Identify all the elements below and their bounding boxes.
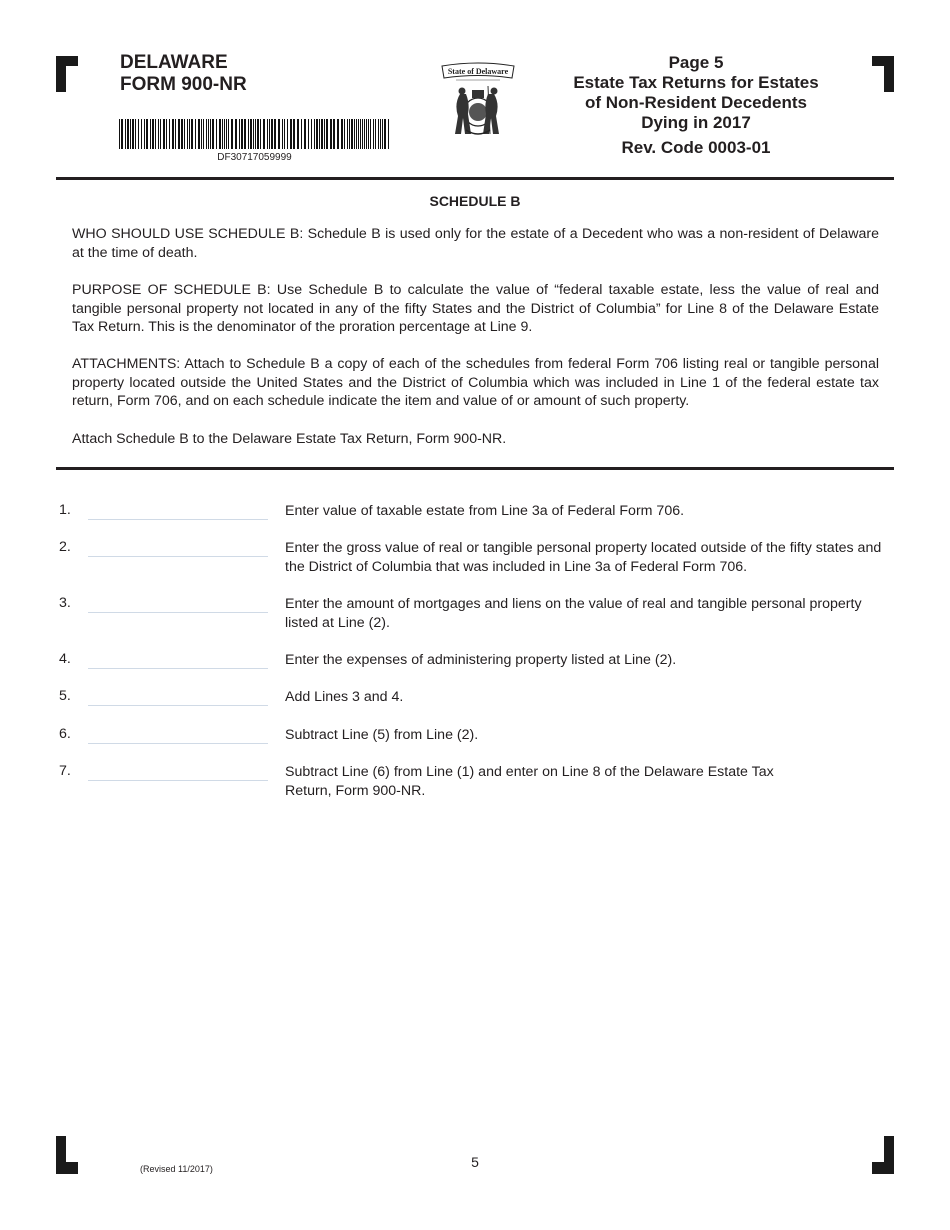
barcode-bar bbox=[274, 119, 276, 149]
barcode-bar bbox=[255, 119, 256, 149]
barcode-bar bbox=[181, 119, 183, 149]
line-number: 3. bbox=[59, 595, 71, 611]
barcode-bar bbox=[132, 119, 134, 149]
state-seal-icon bbox=[436, 58, 520, 140]
barcode-bar bbox=[172, 119, 174, 149]
barcode-bar bbox=[368, 119, 369, 149]
barcode-bar bbox=[347, 119, 348, 149]
barcode-bar bbox=[152, 119, 154, 149]
barcode-bar bbox=[314, 119, 315, 149]
barcode-bar bbox=[198, 119, 200, 149]
barcode-bar bbox=[284, 119, 285, 149]
form-identifier bbox=[120, 52, 247, 96]
barcode-bar bbox=[163, 119, 165, 149]
instructions-divider bbox=[56, 467, 894, 470]
barcode-bar bbox=[304, 119, 306, 149]
barcode-bar bbox=[239, 119, 240, 149]
barcode-bar bbox=[301, 119, 302, 149]
barcode-bar bbox=[319, 119, 320, 149]
line-description: Enter the expenses of administering property listed at Line (2). bbox=[285, 652, 677, 668]
barcode-bar bbox=[354, 119, 355, 149]
barcode-bar bbox=[150, 119, 151, 149]
barcode-bar bbox=[158, 119, 159, 149]
barcode-bar bbox=[121, 119, 123, 149]
barcode-bar bbox=[263, 119, 265, 149]
who-should-use-paragraph: WHO SHOULD USE SCHEDULE B: Schedule B is used only for the estate of a Decedent who was a non-resident of Delaware at the time of death. bbox=[72, 226, 879, 261]
line-description: Add Lines 3 and 4. bbox=[285, 689, 404, 705]
barcode-bar bbox=[184, 119, 185, 149]
barcode-bar bbox=[321, 119, 323, 149]
form-title-line-2: of Non-Resident Decedents bbox=[585, 93, 807, 112]
barcode-bar bbox=[362, 119, 363, 149]
barcode-bar bbox=[293, 119, 295, 149]
barcode-bar bbox=[311, 119, 312, 149]
barcode-bar bbox=[141, 119, 142, 149]
barcode-bar bbox=[244, 119, 246, 149]
barcode-bar bbox=[260, 119, 261, 149]
barcode-bar bbox=[297, 119, 299, 149]
barcode-bar bbox=[187, 119, 188, 149]
header-divider bbox=[56, 177, 894, 180]
barcode-bar bbox=[344, 119, 345, 149]
barcode-bar bbox=[208, 119, 209, 149]
barcode-bar bbox=[326, 119, 328, 149]
line-number: 7. bbox=[59, 763, 71, 779]
line-7-amount-field[interactable] bbox=[88, 780, 268, 781]
barcode-bar bbox=[378, 119, 379, 149]
barcode-bar bbox=[216, 119, 217, 149]
barcode-bar bbox=[330, 119, 332, 149]
barcode-bar bbox=[364, 119, 365, 149]
barcode-bar bbox=[231, 119, 233, 149]
barcode-bar bbox=[241, 119, 243, 149]
barcode-bar bbox=[349, 119, 350, 149]
rev-code: Rev. Code 0003-01 bbox=[621, 138, 771, 157]
barcode-bar bbox=[341, 119, 343, 149]
barcode-bar bbox=[384, 119, 386, 149]
form-title-line-1: Estate Tax Returns for Estates bbox=[573, 73, 819, 92]
barcode-bar bbox=[351, 119, 353, 149]
line-description: Enter the amount of mortgages and liens on the value of real and tangible personal property listed at Line (2). bbox=[285, 596, 862, 631]
line-description: Subtract Line (5) from Line (2). bbox=[285, 727, 479, 743]
barcode-bar bbox=[324, 119, 325, 149]
line-5-amount-field[interactable] bbox=[88, 705, 268, 706]
purpose-paragraph: PURPOSE OF SCHEDULE B: Use Schedule B to calculate the value of “federal taxable estate, less the value of real and tangible personal property not located in any of the fifty States and the District of Columbia” for Line 8 of the Delaware Estate Tax Return. This is the denominator of the proration percentage at Line 9. bbox=[72, 282, 879, 335]
barcode-number: DF30717059999 bbox=[217, 152, 292, 163]
barcode-bar bbox=[337, 119, 339, 149]
barcode-bar bbox=[160, 119, 161, 149]
barcode-bar bbox=[235, 119, 237, 149]
barcode-bar bbox=[166, 119, 167, 149]
line-1-amount-field[interactable] bbox=[88, 519, 268, 520]
barcode-bar bbox=[257, 119, 259, 149]
attach-instruction: Attach Schedule B to the Delaware Estate Tax Return, Form 900-NR. bbox=[72, 431, 507, 447]
barcode-bar bbox=[127, 119, 129, 149]
barcode-bar bbox=[206, 119, 207, 149]
barcode-bar bbox=[195, 119, 196, 149]
barcode-bar bbox=[203, 119, 204, 149]
barcode-bar bbox=[382, 119, 383, 149]
barcode-bar bbox=[287, 119, 288, 149]
form-title-line-3: Dying in 2017 bbox=[641, 113, 751, 132]
line-number: 5. bbox=[59, 688, 71, 704]
barcode-bar bbox=[178, 119, 180, 149]
barcode-bar bbox=[144, 119, 145, 149]
barcode-bar bbox=[224, 119, 225, 149]
barcode-bar bbox=[210, 119, 211, 149]
barcode-bar bbox=[253, 119, 254, 149]
barcode-bar bbox=[226, 119, 227, 149]
barcode-bar bbox=[388, 119, 389, 149]
barcode-bar bbox=[271, 119, 273, 149]
barcode-bar bbox=[212, 119, 214, 149]
line-number: 6. bbox=[59, 726, 71, 742]
schedule-title: SCHEDULE B bbox=[429, 193, 521, 209]
barcode-bar bbox=[366, 119, 367, 149]
barcode-bar bbox=[269, 119, 270, 149]
attachments-paragraph: ATTACHMENTS: Attach to Schedule B a copy of each of the schedules from federal Form 706 listing real or tangible personal property located outside the United States and the District of Columbia which was included in Line 1 of the federal estate tax return, Form 706, and on each schedule indicate the item and value of or amount of such property. bbox=[72, 356, 879, 409]
barcode-bar bbox=[370, 119, 371, 149]
page-label: Page 5 bbox=[668, 53, 724, 72]
barcode-bar bbox=[248, 119, 249, 149]
barcode-bar bbox=[169, 119, 170, 149]
barcode-bar bbox=[119, 119, 120, 149]
line-number: 2. bbox=[59, 539, 71, 555]
barcode-bar bbox=[333, 119, 335, 149]
line-description: Enter value of taxable estate from Line 3a of Federal Form 706. bbox=[285, 503, 685, 519]
barcode-bar bbox=[135, 119, 136, 149]
barcode-bar bbox=[308, 119, 309, 149]
barcode-bar bbox=[250, 119, 252, 149]
barcode-bar bbox=[201, 119, 202, 149]
header-title-block bbox=[548, 53, 844, 158]
barcode-bar bbox=[267, 119, 268, 149]
barcode-bar bbox=[155, 119, 156, 149]
barcode-bar bbox=[138, 119, 139, 149]
barcode-bar bbox=[358, 119, 359, 149]
barcode-bar bbox=[356, 119, 357, 149]
line-2-amount-field[interactable] bbox=[88, 556, 268, 557]
line-6-amount-field[interactable] bbox=[88, 743, 268, 744]
barcode-bar bbox=[290, 119, 292, 149]
form-number: FORM 900-NR bbox=[120, 74, 247, 95]
barcode-bar bbox=[380, 119, 381, 149]
barcode-bar bbox=[316, 119, 318, 149]
revised-date: (Revised 11/2017) bbox=[140, 1164, 213, 1174]
barcode-bar bbox=[373, 119, 374, 149]
barcode bbox=[119, 119, 390, 149]
barcode-bar bbox=[282, 119, 283, 149]
page-number: 5 bbox=[471, 1154, 479, 1170]
seal-text: State of Delaware bbox=[447, 67, 509, 76]
barcode-bar bbox=[175, 119, 176, 149]
barcode-bar bbox=[189, 119, 190, 149]
barcode-bar bbox=[130, 119, 131, 149]
barcode-bar bbox=[219, 119, 221, 149]
state-name: DELAWARE bbox=[120, 52, 228, 73]
barcode-bar bbox=[375, 119, 376, 149]
barcode-bar bbox=[278, 119, 280, 149]
line-number: 4. bbox=[59, 651, 71, 667]
line-4-amount-field[interactable] bbox=[88, 668, 268, 669]
barcode-bar bbox=[360, 119, 361, 149]
barcode-bar bbox=[222, 119, 223, 149]
line-number: 1. bbox=[59, 502, 71, 518]
line-description: Subtract Line (6) from Line (1) and enter on Line 8 of the Delaware Estate Tax Return, Form 900-NR. bbox=[285, 764, 774, 799]
barcode-bar bbox=[146, 119, 148, 149]
barcode-bar bbox=[125, 119, 126, 149]
barcode-bar bbox=[228, 119, 229, 149]
line-description: Enter the gross value of real or tangible personal property located outside of the fifty states and the District of Columbia that was included in Line 3a of Federal Form 706. bbox=[285, 540, 882, 575]
barcode-bar bbox=[191, 119, 193, 149]
line-3-amount-field[interactable] bbox=[88, 612, 268, 613]
